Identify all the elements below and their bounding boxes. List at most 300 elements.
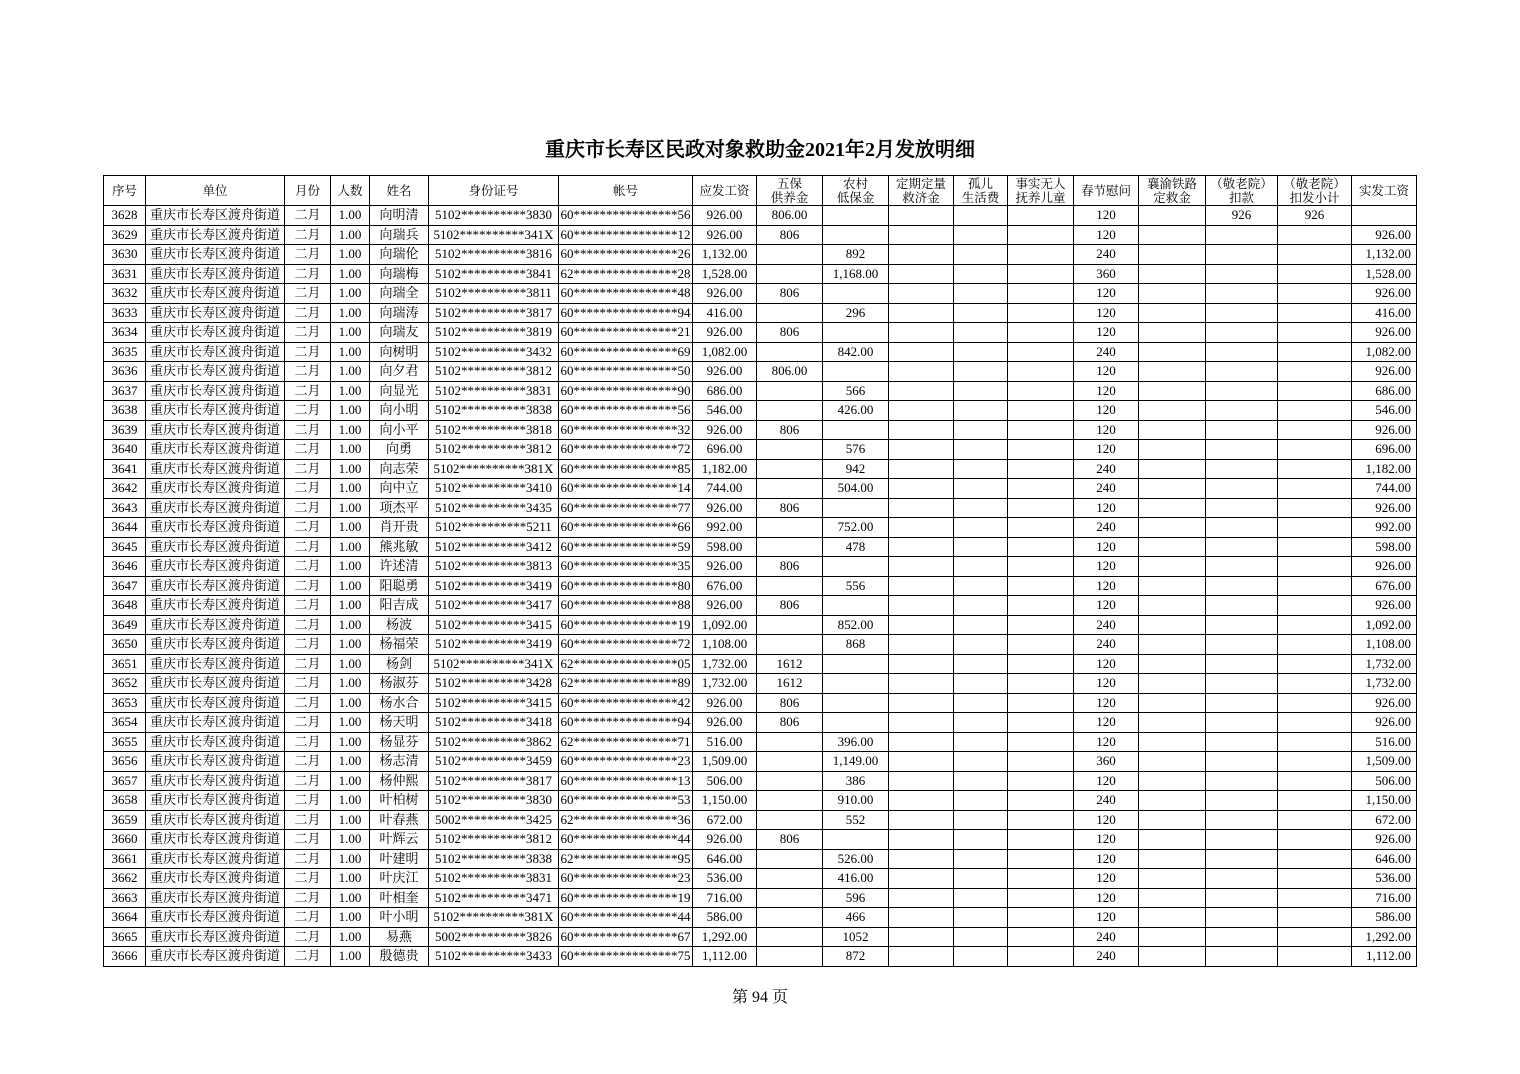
table-row	[104, 401, 1417, 421]
unsupported-child-cell	[1008, 459, 1074, 479]
wubao-support-cell	[757, 615, 823, 635]
name-cell: 杨淑芬	[370, 674, 429, 694]
periodic-relief-cell	[889, 791, 954, 811]
unit-cell: 重庆市长寿区渡舟街道	[146, 479, 285, 499]
wubao-support-cell: 806	[757, 713, 823, 733]
wubao-support-cell: 806	[757, 225, 823, 245]
name-cell: 杨波	[370, 615, 429, 635]
periodic-relief-cell	[889, 674, 954, 694]
name-cell: 许述清	[370, 557, 429, 577]
table-row	[104, 596, 1417, 616]
seq-cell: 3651	[104, 654, 146, 674]
nursing-home-deduction-cell	[1206, 498, 1278, 518]
nursing-home-subtotal-cell	[1278, 615, 1352, 635]
unsupported-child-cell	[1008, 927, 1074, 947]
id-number-cell: 5102**********3831	[429, 869, 559, 889]
spring-festival-cell: 240	[1074, 927, 1139, 947]
spring-festival-cell: 120	[1074, 732, 1139, 752]
spring-festival-cell: 120	[1074, 225, 1139, 245]
id-number-cell: 5102**********3415	[429, 615, 559, 635]
month-cell: 二月	[285, 225, 331, 245]
name-cell: 向小明	[370, 401, 429, 421]
headcount-cell: 1.00	[331, 381, 370, 401]
gross-pay-cell: 1,108.00	[693, 635, 757, 655]
periodic-relief-cell	[889, 635, 954, 655]
net-pay-cell: 926.00	[1352, 420, 1417, 440]
rural-dibao-cell	[823, 557, 889, 577]
gross-pay-cell: 926.00	[693, 830, 757, 850]
wubao-support-cell	[757, 635, 823, 655]
gross-pay-cell: 586.00	[693, 908, 757, 928]
net-pay-cell: 744.00	[1352, 479, 1417, 499]
seq-cell: 3649	[104, 615, 146, 635]
xiangyu-railway-relief-cell	[1139, 771, 1206, 791]
name-cell: 杨福荣	[370, 635, 429, 655]
table-row	[104, 869, 1417, 889]
headcount-cell: 1.00	[331, 732, 370, 752]
nursing-home-subtotal-cell	[1278, 323, 1352, 343]
spring-festival-cell: 120	[1074, 420, 1139, 440]
id-number-cell: 5102**********3419	[429, 635, 559, 655]
id-number-header: 身份证号	[429, 176, 559, 206]
net-pay-cell: 926.00	[1352, 557, 1417, 577]
spring-festival-cell: 240	[1074, 245, 1139, 265]
unsupported-child-cell	[1008, 557, 1074, 577]
orphan-allowance-cell	[954, 713, 1008, 733]
account-cell: 60****************88	[559, 596, 693, 616]
periodic-relief-cell	[889, 713, 954, 733]
net-pay-cell: 926.00	[1352, 323, 1417, 343]
wubao-support-cell	[757, 869, 823, 889]
headcount-cell: 1.00	[331, 674, 370, 694]
month-cell: 二月	[285, 459, 331, 479]
spring-festival-cell: 120	[1074, 849, 1139, 869]
spring-festival-cell: 120	[1074, 557, 1139, 577]
headcount-cell: 1.00	[331, 927, 370, 947]
account-cell: 60****************66	[559, 518, 693, 538]
seq-cell: 3643	[104, 498, 146, 518]
account-cell: 60****************72	[559, 635, 693, 655]
headcount-cell: 1.00	[331, 264, 370, 284]
account-cell: 60****************72	[559, 440, 693, 460]
wubao-support-cell: 1612	[757, 654, 823, 674]
wubao-support-cell	[757, 518, 823, 538]
account-cell: 60****************42	[559, 693, 693, 713]
spring-festival-cell: 120	[1074, 440, 1139, 460]
net-pay-cell: 506.00	[1352, 771, 1417, 791]
nursing-home-subtotal-cell	[1278, 869, 1352, 889]
unit-cell: 重庆市长寿区渡舟街道	[146, 420, 285, 440]
periodic-relief-cell	[889, 479, 954, 499]
wubao-support-cell: 806	[757, 830, 823, 850]
unit-cell: 重庆市长寿区渡舟街道	[146, 537, 285, 557]
xiangyu-railway-relief-cell	[1139, 459, 1206, 479]
xiangyu-railway-relief-header: 襄渝铁路 定救金	[1139, 176, 1206, 206]
spring-festival-cell: 120	[1074, 908, 1139, 928]
xiangyu-railway-relief-cell	[1139, 869, 1206, 889]
net-pay-cell: 1,732.00	[1352, 654, 1417, 674]
xiangyu-railway-relief-cell	[1139, 927, 1206, 947]
seq-cell: 3655	[104, 732, 146, 752]
unit-cell: 重庆市长寿区渡舟街道	[146, 635, 285, 655]
gross-pay-cell: 1,132.00	[693, 245, 757, 265]
rural-dibao-cell: 396.00	[823, 732, 889, 752]
nursing-home-subtotal-cell	[1278, 596, 1352, 616]
wubao-support-cell: 806.00	[757, 206, 823, 226]
gross-pay-cell: 926.00	[693, 498, 757, 518]
id-number-cell: 5102**********3838	[429, 401, 559, 421]
xiangyu-railway-relief-cell	[1139, 713, 1206, 733]
nursing-home-subtotal-cell	[1278, 264, 1352, 284]
rural-dibao-cell: 466	[823, 908, 889, 928]
table-row	[104, 381, 1417, 401]
month-cell: 二月	[285, 303, 331, 323]
gross-pay-cell: 1,732.00	[693, 674, 757, 694]
rural-dibao-cell	[823, 498, 889, 518]
name-cell: 叶辉云	[370, 830, 429, 850]
gross-pay-cell: 672.00	[693, 810, 757, 830]
rural-dibao-cell: 1,149.00	[823, 752, 889, 772]
document-title: 重庆市长寿区民政对象救助金2021年2月发放明细	[545, 139, 975, 161]
id-number-cell: 5102**********3818	[429, 420, 559, 440]
month-cell: 二月	[285, 420, 331, 440]
headcount-cell: 1.00	[331, 303, 370, 323]
table-body	[104, 206, 1417, 967]
unsupported-child-cell	[1008, 771, 1074, 791]
unsupported-child-cell	[1008, 654, 1074, 674]
rural-dibao-cell	[823, 323, 889, 343]
orphan-allowance-cell	[954, 440, 1008, 460]
unit-cell: 重庆市长寿区渡舟街道	[146, 810, 285, 830]
spring-festival-cell: 120	[1074, 206, 1139, 226]
seq-cell: 3640	[104, 440, 146, 460]
orphan-allowance-cell	[954, 498, 1008, 518]
net-pay-cell: 926.00	[1352, 362, 1417, 382]
header-row	[104, 176, 1417, 206]
gross-pay-cell: 926.00	[693, 596, 757, 616]
name-cell: 阳聪勇	[370, 576, 429, 596]
table-row	[104, 771, 1417, 791]
nursing-home-subtotal-cell	[1278, 440, 1352, 460]
xiangyu-railway-relief-cell	[1139, 420, 1206, 440]
net-pay-cell: 586.00	[1352, 908, 1417, 928]
spring-festival-cell: 120	[1074, 888, 1139, 908]
rural-dibao-cell	[823, 830, 889, 850]
unsupported-child-cell	[1008, 498, 1074, 518]
seq-cell: 3661	[104, 849, 146, 869]
account-cell: 62****************71	[559, 732, 693, 752]
unit-cell: 重庆市长寿区渡舟街道	[146, 401, 285, 421]
wubao-support-cell	[757, 342, 823, 362]
rural-dibao-cell	[823, 596, 889, 616]
unsupported-child-cell	[1008, 342, 1074, 362]
periodic-relief-cell	[889, 206, 954, 226]
id-number-cell: 5102**********3415	[429, 693, 559, 713]
periodic-relief-cell	[889, 830, 954, 850]
seq-cell: 3660	[104, 830, 146, 850]
unsupported-child-cell	[1008, 888, 1074, 908]
wubao-support-cell	[757, 791, 823, 811]
spring-festival-cell: 360	[1074, 264, 1139, 284]
seq-header: 序号	[104, 176, 146, 206]
nursing-home-subtotal-cell	[1278, 830, 1352, 850]
account-cell: 60****************44	[559, 830, 693, 850]
orphan-allowance-cell	[954, 771, 1008, 791]
orphan-allowance-cell	[954, 401, 1008, 421]
seq-cell: 3636	[104, 362, 146, 382]
name-cell: 杨志清	[370, 752, 429, 772]
name-cell: 向瑞伦	[370, 245, 429, 265]
rural-dibao-cell	[823, 284, 889, 304]
account-cell: 60****************35	[559, 557, 693, 577]
month-cell: 二月	[285, 284, 331, 304]
table-row	[104, 849, 1417, 869]
table-row	[104, 245, 1417, 265]
id-number-cell: 5102**********3819	[429, 323, 559, 343]
seq-cell: 3662	[104, 869, 146, 889]
wubao-support-cell	[757, 888, 823, 908]
month-cell: 二月	[285, 947, 331, 967]
month-cell: 二月	[285, 498, 331, 518]
gross-pay-cell: 696.00	[693, 440, 757, 460]
account-cell: 60****************67	[559, 927, 693, 947]
xiangyu-railway-relief-cell	[1139, 284, 1206, 304]
month-cell: 二月	[285, 245, 331, 265]
xiangyu-railway-relief-cell	[1139, 225, 1206, 245]
headcount-cell: 1.00	[331, 284, 370, 304]
unsupported-child-cell	[1008, 810, 1074, 830]
xiangyu-railway-relief-cell	[1139, 654, 1206, 674]
unsupported-child-cell	[1008, 576, 1074, 596]
spring-festival-cell: 120	[1074, 401, 1139, 421]
wubao-support-cell	[757, 440, 823, 460]
id-number-cell: 5102**********381X	[429, 908, 559, 928]
id-number-cell: 5102**********381X	[429, 459, 559, 479]
periodic-relief-cell	[889, 264, 954, 284]
spring-festival-cell: 120	[1074, 303, 1139, 323]
table-row	[104, 362, 1417, 382]
id-number-cell: 5102**********3816	[429, 245, 559, 265]
name-cell: 叶庆江	[370, 869, 429, 889]
unsupported-child-cell	[1008, 303, 1074, 323]
gross-pay-cell: 926.00	[693, 557, 757, 577]
wubao-support-cell	[757, 810, 823, 830]
name-cell: 向勇	[370, 440, 429, 460]
xiangyu-railway-relief-cell	[1139, 791, 1206, 811]
name-cell: 杨剑	[370, 654, 429, 674]
table-header	[104, 176, 1417, 206]
nursing-home-subtotal-cell	[1278, 459, 1352, 479]
name-cell: 向瑞梅	[370, 264, 429, 284]
month-cell: 二月	[285, 713, 331, 733]
nursing-home-deduction-cell	[1206, 537, 1278, 557]
xiangyu-railway-relief-cell	[1139, 206, 1206, 226]
xiangyu-railway-relief-cell	[1139, 303, 1206, 323]
net-pay-cell: 1,082.00	[1352, 342, 1417, 362]
xiangyu-railway-relief-cell	[1139, 810, 1206, 830]
gross-pay-cell: 646.00	[693, 849, 757, 869]
account-cell: 60****************53	[559, 791, 693, 811]
month-cell: 二月	[285, 440, 331, 460]
unsupported-child-cell	[1008, 225, 1074, 245]
nursing-home-deduction-cell	[1206, 810, 1278, 830]
wubao-support-cell: 806	[757, 420, 823, 440]
unit-cell: 重庆市长寿区渡舟街道	[146, 596, 285, 616]
relief-payment-table	[103, 175, 1417, 967]
unsupported-child-cell	[1008, 713, 1074, 733]
net-pay-cell: 992.00	[1352, 518, 1417, 538]
unsupported-child-cell	[1008, 732, 1074, 752]
month-cell: 二月	[285, 615, 331, 635]
unit-cell: 重庆市长寿区渡舟街道	[146, 518, 285, 538]
orphan-allowance-cell	[954, 557, 1008, 577]
nursing-home-deduction-cell	[1206, 420, 1278, 440]
unit-cell: 重庆市长寿区渡舟街道	[146, 869, 285, 889]
unsupported-child-cell	[1008, 284, 1074, 304]
unit-cell: 重庆市长寿区渡舟街道	[146, 440, 285, 460]
nursing-home-deduction-cell	[1206, 264, 1278, 284]
nursing-home-subtotal-cell: 926	[1278, 206, 1352, 226]
net-pay-cell: 1,182.00	[1352, 459, 1417, 479]
month-cell: 二月	[285, 323, 331, 343]
gross-pay-cell: 1,092.00	[693, 615, 757, 635]
net-pay-cell: 926.00	[1352, 830, 1417, 850]
account-cell: 60****************69	[559, 342, 693, 362]
net-pay-cell: 1,509.00	[1352, 752, 1417, 772]
rural-dibao-cell: 842.00	[823, 342, 889, 362]
spring-festival-cell: 120	[1074, 654, 1139, 674]
unsupported-child-header: 事实无人 抚养儿童	[1008, 176, 1074, 206]
wubao-support-cell	[757, 947, 823, 967]
headcount-header: 人数	[331, 176, 370, 206]
gross-pay-cell: 926.00	[693, 420, 757, 440]
nursing-home-deduction-cell	[1206, 674, 1278, 694]
rural-dibao-cell: 576	[823, 440, 889, 460]
wubao-support-cell	[757, 381, 823, 401]
xiangyu-railway-relief-cell	[1139, 674, 1206, 694]
gross-pay-cell: 506.00	[693, 771, 757, 791]
net-pay-cell: 1,292.00	[1352, 927, 1417, 947]
spring-festival-cell: 120	[1074, 830, 1139, 850]
rural-dibao-cell: 566	[823, 381, 889, 401]
xiangyu-railway-relief-cell	[1139, 635, 1206, 655]
name-cell: 易燕	[370, 927, 429, 947]
headcount-cell: 1.00	[331, 206, 370, 226]
periodic-relief-cell	[889, 381, 954, 401]
month-cell: 二月	[285, 576, 331, 596]
headcount-cell: 1.00	[331, 323, 370, 343]
nursing-home-deduction-cell	[1206, 518, 1278, 538]
table-row	[104, 810, 1417, 830]
wubao-support-cell: 806	[757, 284, 823, 304]
account-cell: 60****************56	[559, 401, 693, 421]
xiangyu-railway-relief-cell	[1139, 518, 1206, 538]
net-pay-cell: 1,732.00	[1352, 674, 1417, 694]
id-number-cell: 5102**********3459	[429, 752, 559, 772]
name-cell: 项杰平	[370, 498, 429, 518]
account-cell: 60****************85	[559, 459, 693, 479]
rural-dibao-cell: 478	[823, 537, 889, 557]
name-cell: 叶柏树	[370, 791, 429, 811]
rural-dibao-cell	[823, 693, 889, 713]
headcount-cell: 1.00	[331, 342, 370, 362]
table-row	[104, 323, 1417, 343]
nursing-home-subtotal-cell	[1278, 654, 1352, 674]
nursing-home-subtotal-cell	[1278, 576, 1352, 596]
seq-cell: 3657	[104, 771, 146, 791]
id-number-cell: 5102**********3862	[429, 732, 559, 752]
wubao-support-cell: 1612	[757, 674, 823, 694]
seq-cell: 3642	[104, 479, 146, 499]
gross-pay-cell: 926.00	[693, 323, 757, 343]
seq-cell: 3658	[104, 791, 146, 811]
unit-cell: 重庆市长寿区渡舟街道	[146, 791, 285, 811]
orphan-allowance-cell	[954, 752, 1008, 772]
gross-pay-cell: 1,528.00	[693, 264, 757, 284]
seq-cell: 3665	[104, 927, 146, 947]
wubao-support-cell: 806	[757, 693, 823, 713]
unit-cell: 重庆市长寿区渡舟街道	[146, 947, 285, 967]
xiangyu-railway-relief-cell	[1139, 479, 1206, 499]
nursing-home-deduction-cell	[1206, 459, 1278, 479]
rural-dibao-cell: 504.00	[823, 479, 889, 499]
name-cell: 叶春燕	[370, 810, 429, 830]
unit-cell: 重庆市长寿区渡舟街道	[146, 342, 285, 362]
net-pay-header: 实发工资	[1352, 176, 1417, 206]
gross-pay-cell: 716.00	[693, 888, 757, 908]
seq-cell: 3637	[104, 381, 146, 401]
orphan-allowance-cell	[954, 245, 1008, 265]
gross-pay-cell: 416.00	[693, 303, 757, 323]
spring-festival-cell: 120	[1074, 693, 1139, 713]
headcount-cell: 1.00	[331, 791, 370, 811]
spring-festival-header: 春节慰问	[1074, 176, 1139, 206]
account-cell: 60****************12	[559, 225, 693, 245]
gross-pay-cell: 1,732.00	[693, 654, 757, 674]
xiangyu-railway-relief-cell	[1139, 323, 1206, 343]
nursing-home-deduction-cell	[1206, 245, 1278, 265]
seq-cell: 3664	[104, 908, 146, 928]
wubao-support-header: 五保 供养金	[757, 176, 823, 206]
net-pay-cell: 646.00	[1352, 849, 1417, 869]
unit-cell: 重庆市长寿区渡舟街道	[146, 849, 285, 869]
unit-cell: 重庆市长寿区渡舟街道	[146, 264, 285, 284]
account-cell: 62****************28	[559, 264, 693, 284]
month-cell: 二月	[285, 771, 331, 791]
unsupported-child-cell	[1008, 518, 1074, 538]
rural-dibao-cell: 552	[823, 810, 889, 830]
id-number-cell: 5102**********3410	[429, 479, 559, 499]
spring-festival-cell: 240	[1074, 479, 1139, 499]
wubao-support-cell: 806	[757, 498, 823, 518]
seq-cell: 3654	[104, 713, 146, 733]
net-pay-cell: 416.00	[1352, 303, 1417, 323]
rural-dibao-cell: 872	[823, 947, 889, 967]
orphan-allowance-cell	[954, 947, 1008, 967]
account-cell: 60****************23	[559, 869, 693, 889]
month-cell: 二月	[285, 810, 331, 830]
account-cell: 60****************50	[559, 362, 693, 382]
nursing-home-deduction-cell	[1206, 927, 1278, 947]
headcount-cell: 1.00	[331, 245, 370, 265]
nursing-home-subtotal-cell	[1278, 732, 1352, 752]
spring-festival-cell: 120	[1074, 537, 1139, 557]
table-row	[104, 693, 1417, 713]
xiangyu-railway-relief-cell	[1139, 947, 1206, 967]
spring-festival-cell: 120	[1074, 576, 1139, 596]
periodic-relief-cell	[889, 810, 954, 830]
rural-dibao-cell: 942	[823, 459, 889, 479]
